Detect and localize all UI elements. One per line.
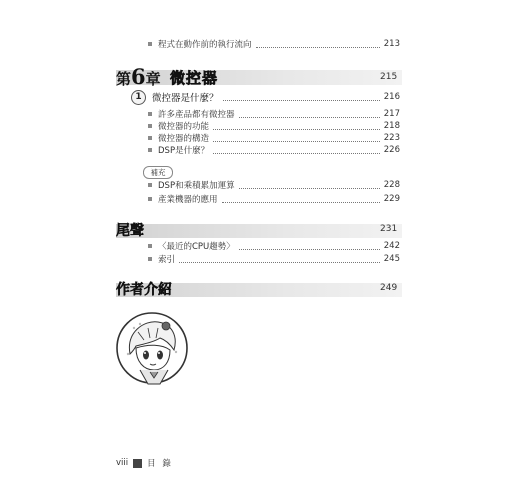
toc-item-text: DSP是什麼？ [158,146,210,156]
toc-item [148,120,400,132]
toc-item-text: 程式在動作前的執行流向 [158,40,252,50]
dot-leader [222,202,380,203]
epilogue-title: 尾聲 [116,223,144,239]
author-page: 249 [380,283,398,293]
section-title: 微控器是什麼？ [152,93,219,104]
toc-item [148,38,400,50]
dot-leader [179,262,380,263]
dot-leader [213,153,380,154]
chapter-page: 215 [380,72,398,82]
toc-item-page: 242 [383,241,400,251]
toc-item-page: 226 [383,145,400,155]
mascot-illustration [114,310,190,386]
bullet-icon [148,148,152,152]
toc-item-page: 228 [383,180,400,190]
toc-item-text: 索引 [158,255,176,265]
toc-item-text: 〈最近的CPU趨勢〉 [158,242,235,252]
chapter-label-suffix: 章 [145,70,161,88]
chapter-title: 微控器 [170,69,219,87]
chapter-label-prefix: 第 [116,70,132,88]
section-heading [152,91,400,103]
toc-item [148,108,400,120]
toc-item-page: 229 [383,194,400,204]
toc-item-text: 微控器的功能 [158,122,210,132]
toc-item [148,132,400,144]
toc-item-page: 245 [383,254,400,264]
toc-item [148,144,400,156]
bullet-icon [148,136,152,140]
footer-section-name: 目 錄 [147,459,173,469]
bullet-icon [148,257,152,261]
epilogue-page: 231 [380,224,398,234]
bullet-icon [148,183,152,187]
toc-item-page: 213 [383,39,400,49]
dot-leader [256,47,380,48]
dot-leader [239,117,380,118]
chapter-label [116,64,161,89]
footer-square-icon [133,459,142,468]
section-page: 216 [383,92,400,102]
bullet-icon [148,124,152,128]
page-footer [116,457,173,469]
toc-item-text: 許多產品都有微控器 [158,110,235,120]
toc-item [148,193,400,205]
bullet-icon [148,42,152,46]
toc-item-text: DSP和乘積累加運算 [158,181,235,191]
toc-item-page: 217 [383,109,400,119]
footer-page-number: viii [116,458,129,468]
dot-leader [213,141,380,142]
bullet-icon [148,244,152,248]
toc-item-page: 218 [383,121,400,131]
bullet-icon [148,112,152,116]
section-number-badge: 1 [131,90,146,105]
toc-item [148,179,400,191]
toc-item [148,253,400,265]
author-title: 作者介紹 [116,282,172,298]
dot-leader [239,249,380,250]
epilogue-heading-band [116,224,402,238]
dot-leader [239,188,380,189]
toc-item-text: 產業機器的應用 [158,195,218,205]
toc-item-page: 223 [383,133,400,143]
supplement-tag: 補充 [143,166,173,179]
bullet-icon [148,197,152,201]
toc-item [148,240,400,252]
chapter-number: 6 [131,64,146,89]
dot-leader [213,129,380,130]
dot-leader [223,100,380,101]
toc-item-text: 微控器的構造 [158,134,210,144]
